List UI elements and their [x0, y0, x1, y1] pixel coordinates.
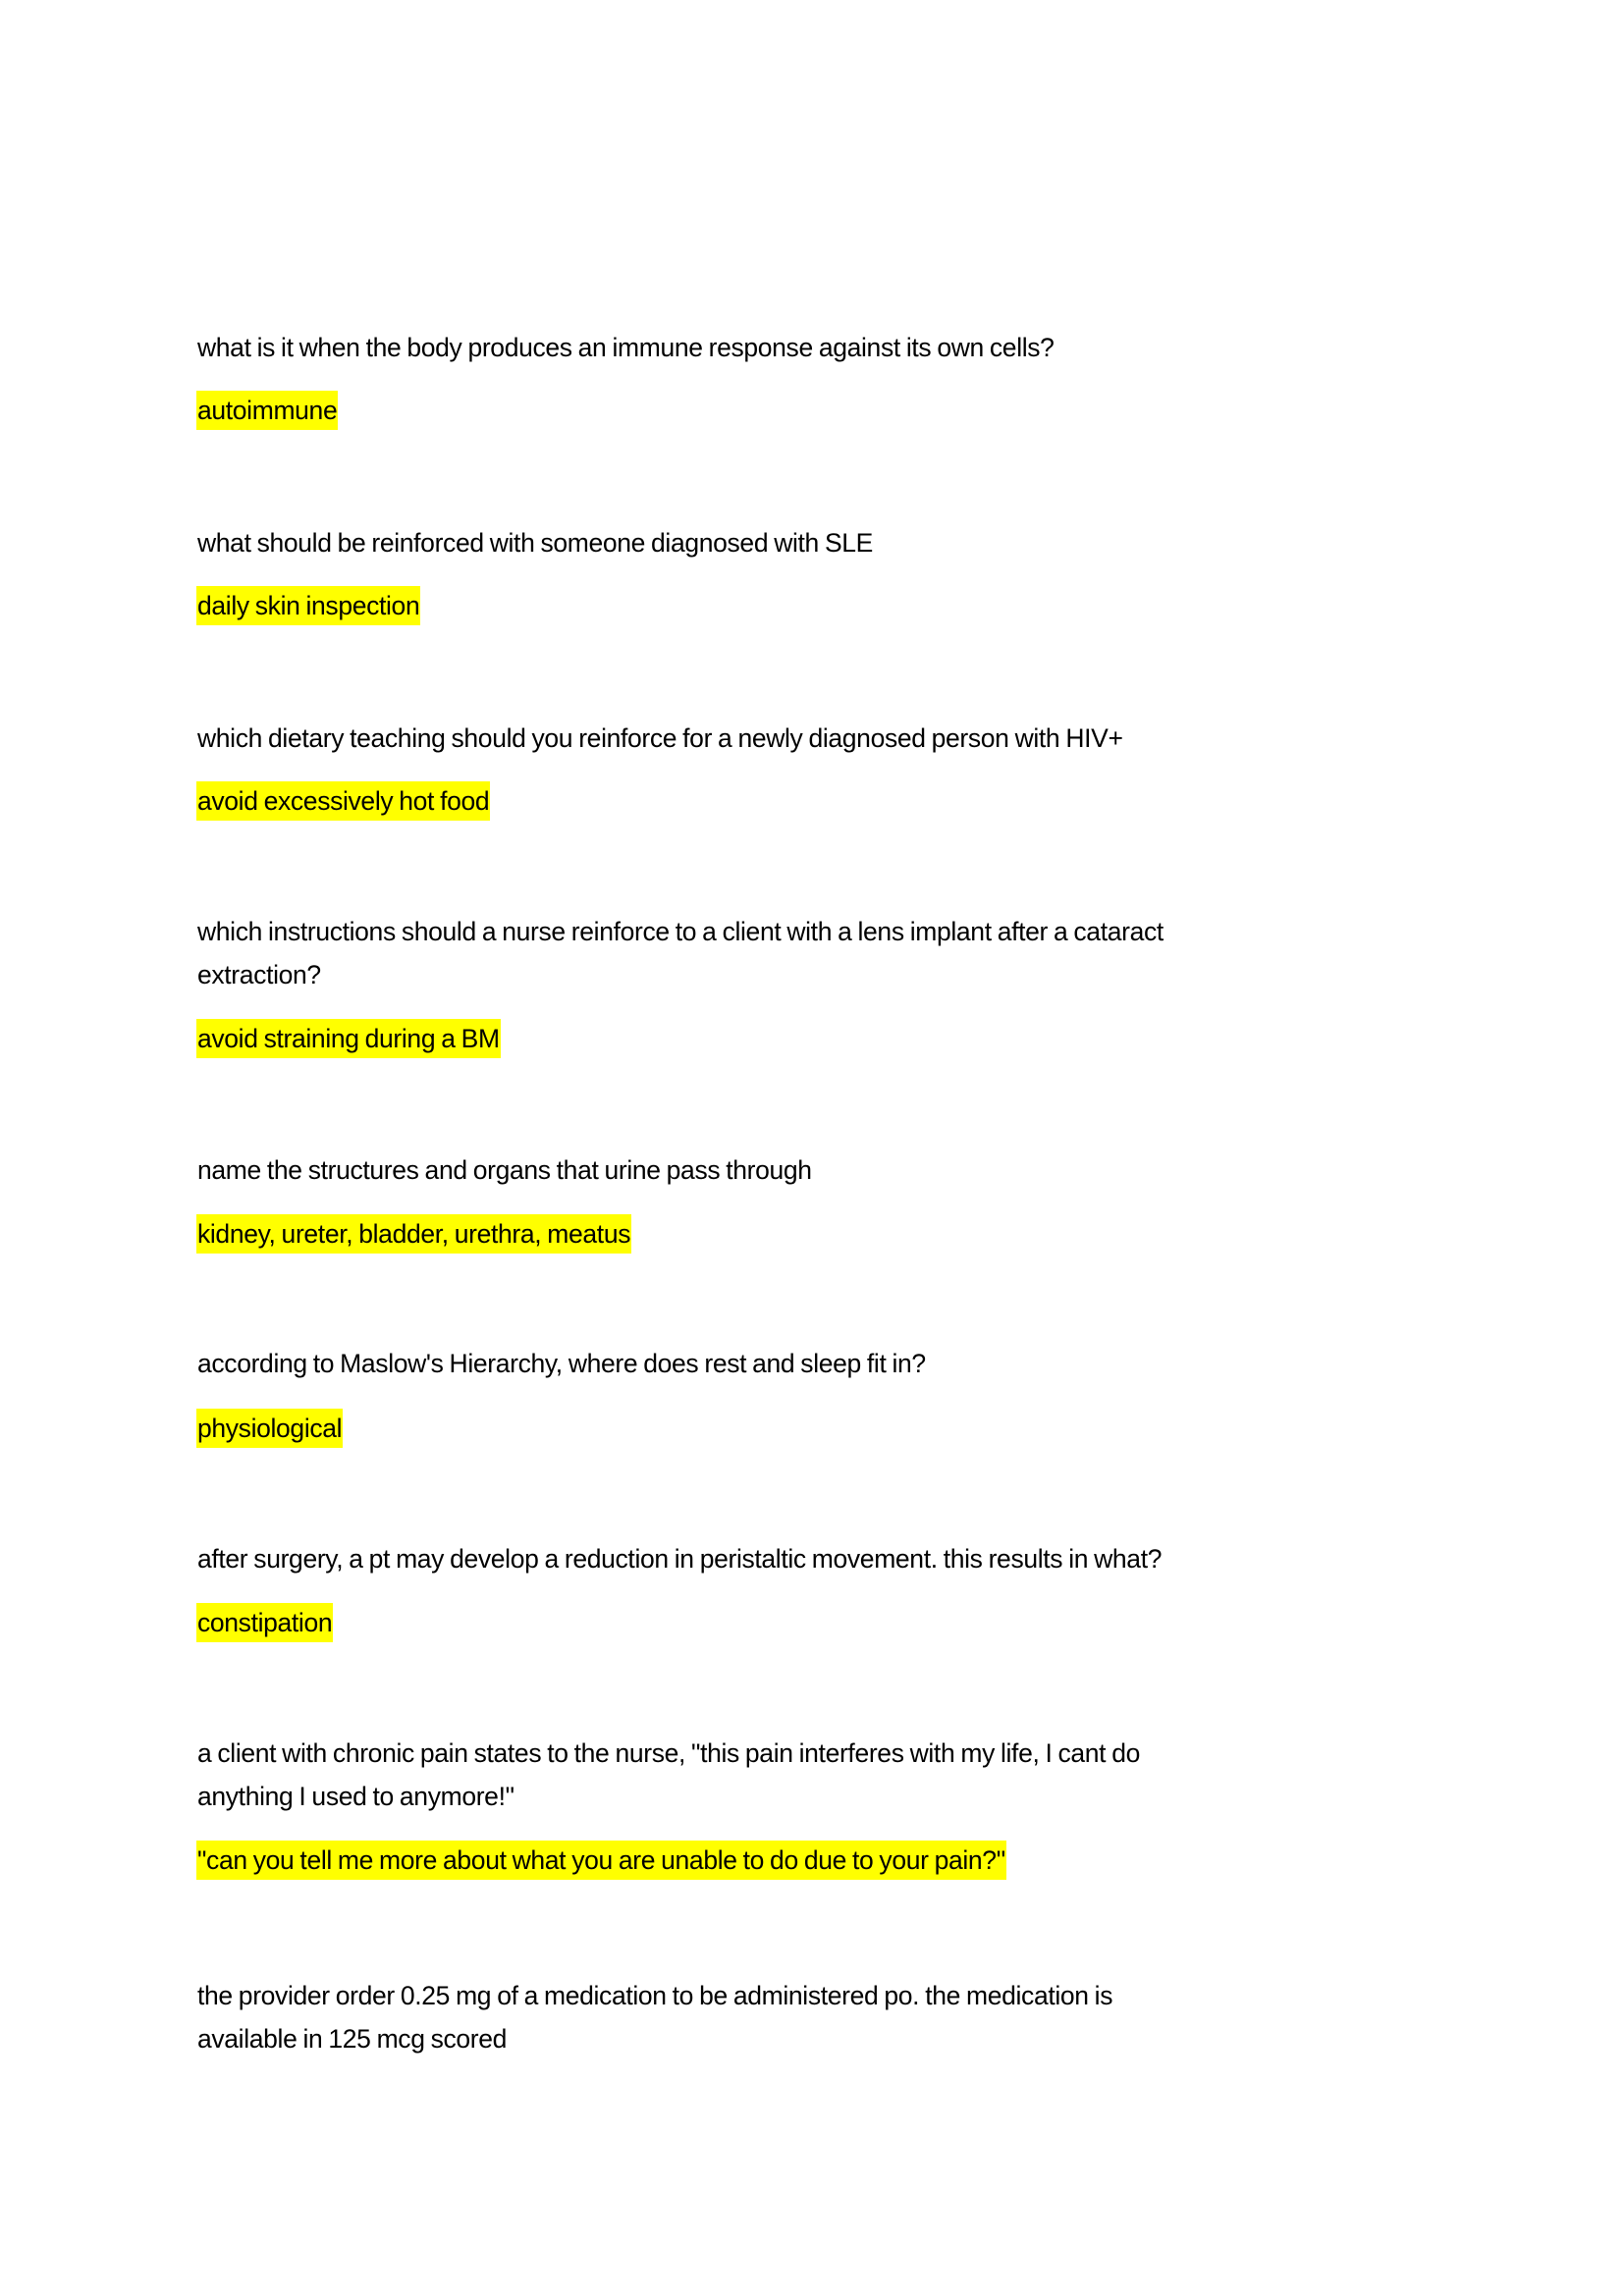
question-line: extraction? — [197, 960, 321, 989]
question-line: the provider order 0.25 mg of a medication to be administered po. the medication is — [197, 1981, 1113, 2010]
highlighted-answer: avoid straining during a BM — [196, 1019, 501, 1058]
highlighted-answer: physiological — [196, 1409, 343, 1448]
question-line: a client with chronic pain states to the nurse, "this pain interferes with my life, I cant do — [197, 1738, 1140, 1768]
question-line: which instructions should a nurse reinforce to a client with a lens implant after a cataract — [197, 917, 1164, 946]
highlighted-answer: kidney, ureter, bladder, urethra, meatus — [196, 1214, 631, 1254]
highlighted-answer: "can you tell me more about what you are unable to do due to your pain?" — [196, 1841, 1006, 1880]
question-text — [197, 910, 1435, 996]
question-text: according to Maslow's Hierarchy, where does rest and sleep fit in? — [197, 1349, 926, 1378]
question-line: anything I used to anymore!" — [197, 1782, 514, 1811]
question-text: which dietary teaching should you reinforce for a newly diagnosed person with HIV+ — [197, 723, 1123, 753]
question-text — [197, 1974, 1435, 2060]
highlighted-answer: daily skin inspection — [196, 586, 420, 625]
question-text: name the structures and organs that urine pass through — [197, 1155, 812, 1185]
highlighted-answer: constipation — [196, 1603, 333, 1642]
question-text: after surgery, a pt may develop a reduction in peristaltic movement. this results in what? — [197, 1544, 1163, 1574]
highlighted-answer: autoimmune — [196, 391, 338, 430]
question-text — [197, 1732, 1435, 1818]
question-line: available in 125 mcg scored — [197, 2024, 508, 2054]
highlighted-answer: avoid excessively hot food — [196, 781, 490, 821]
question-text: what is it when the body produces an immune response against its own cells? — [197, 333, 1055, 362]
question-text: what should be reinforced with someone diagnosed with SLE — [197, 528, 873, 558]
